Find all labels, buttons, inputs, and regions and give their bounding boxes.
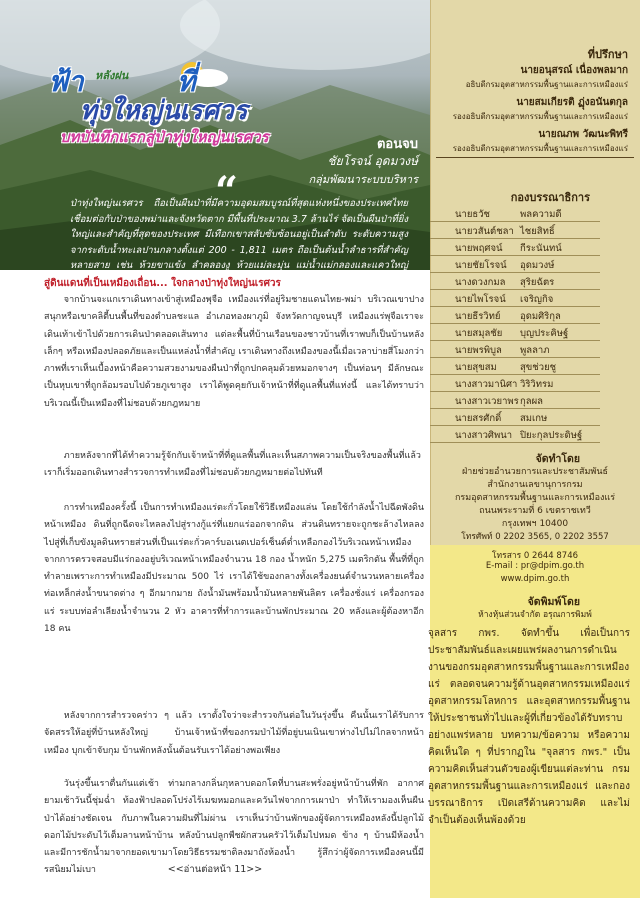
row-rule — [430, 306, 600, 307]
member-firstname: นายวสันต์ชลา — [455, 226, 514, 237]
member-firstname: นายไพโรจน์ — [455, 294, 506, 305]
publisher-heading: จัดทำโดย — [535, 453, 580, 465]
member-firstname: นายธีรวิทย์ — [455, 311, 501, 322]
row-rule — [430, 391, 600, 392]
row-rule — [430, 357, 600, 358]
intro-text: ป่าทุ่งใหญ่นเรศวร ถือเป็นผืนป่าที่มีความอุดมสมบูรณ์ที่สุดแห่งหนึ่งของประเทศไทย เชื่อมต่อกับป่าของพม่าและจังหวัดตาก มีพื้นที่ประมาณ 3.7 ล้านไร่ จัดเป็นผืนป่าที่ยิ่งใหญ่และสำคัญที่สุดของประเทศ มีเทือกเขาสลับซับซ้อนอยู่เป็นลำดับ ระดับความสูงจากระดับน้ำทะเลปานกลางตั้งแต่ 200 - 1,811 เมตร ถือเป็นต้นน้ำลำธารที่สำคัญหลายสาย เช่น ห้วยขาแข้ง ลำคลองงู ห้วยแม่ละมุ่น แม่น้ำแม่กลองและแควใหญ่ — [70, 198, 408, 270]
row-rule — [430, 221, 600, 222]
member-lastname: พลความดี — [520, 209, 562, 220]
section-title: สู่ดินแดนที่เป็นเหมืองเถื่อน... ใจกลางป่าทุ่งใหญ่นเรศวร — [44, 278, 281, 289]
row-rule — [430, 289, 600, 290]
publisher-line: กรมอุตสาหกรรมพื้นฐานและการเหมืองแร่ — [454, 493, 616, 503]
editorial-heading: กองบรรณาธิการ — [510, 191, 590, 204]
divider — [436, 157, 634, 158]
member-lastname: กุลผล — [520, 396, 543, 407]
author-name: ชัยโรจน์ อุดมวงษ์ — [327, 154, 418, 168]
advisor-name: นายสมเกียรติ ฏุ่งอนันตกุล — [516, 97, 628, 108]
advisor-title: รองอธิบดีกรมอุตสาหกรรมพื้นฐานและการเหมืองแร่ — [452, 144, 628, 153]
advisor-heading: ที่ปรึกษา — [587, 48, 628, 61]
hero-banner — [0, 0, 430, 270]
article-paragraph: หลังจากการสำรวจคร่าว ๆ แล้ว เราตั้งใจว่าจะสำรวจกันต่อในวันรุ่งขึ้น คืนนั้นเราได้รับการจัดสรรให้อยู่ที่บ้านหลังใหญ่ บ้านเจ้าหน้าที่ของกรมป่าไม้ที่อยู่บนเนินเขาห่างไปไม่ไกลจากหน้าเหมือง บุกเข้าจับกุม บ้านพักหลังนั้นต้อนรับเราได้อย่างพอเพียง — [44, 711, 424, 756]
article-paragraph: การทำเหมืองครั้งนี้ เป็นการทำเหมืองแร่ตะกั่วโดยใช้วิธีเหมืองแล่น โดยใช้กำลังน้ำไปฉีดพังดินหน้าเหมือง ดินที่ถูกฉีดจะไหลลงไปสู่รางกู้แร่ที่แยกแร่ออกจากดิน ส่วนดินทรายจะถูกชะล้างไหลลงไปสู่ที่เก็บขังมูลดินทรายส่วนที่เป็นแร่ตะกั่วคาร์บอเนตเปอร์เซ็นต์ต่ำเหลือกองไว้บริเวณหน้าเหมือง จากการตรวจสอบมีแร่กองอยู่บริเวณหน้าเหมืองจำนวน 18 กอง น้ำหนัก 5,275 เมตริกตัน พื้นที่ที่ถูกทำลายเพราะการทำเหมืองมีประมาณ 500 ไร่ เราได้ใช้ของกลางทั้งเครื่องยนต์จำนวนหลายเครื่อง ท่อเหล็กส่งน้ำขนาดต่าง ๆ อีกมากมาย ถังน้ำมันพร้อมน้ำมันหลายพันลิตร เครื่องชั่งแร่ เครื่องกรองแร่ ระบบท่อลำเลียงน้ำจำนวน 2 หัว อาคารที่ทำการและบ้านพักประมาณ 20 หลังและผู้ต้องหาอีก 18 คน — [44, 503, 424, 635]
title-word-after-rain: หลังฝน — [95, 69, 129, 82]
advisor-title: อธิบดีกรมอุตสาหกรรมพื้นฐานและการเหมืองแร่ — [465, 80, 628, 89]
author-department: กลุ่มพัฒนาระบบบริหาร — [308, 173, 418, 186]
advisor-title: รองอธิบดีกรมอุตสาหกรรมพื้นฐานและการเหมืองแร่ — [452, 112, 628, 121]
article-paragraph: จากบ้านจะแกเราเดินทางเข้าสู่เหมืองพุจือ เหมืองแร่ที่อยู่ริมชายแดนไทย-พม่า บริเวณเขาปางสนุกหรือเขาคลิตี้บนพื้นที่ของตำบลชะแล อำเภอทองผาภูมิ จังหวัดกาญจนบุรี เหมืองแร่พุจือเราจะเดินเท้าเข้าไปด้วยการเดินป่าตลอดเส้นทาง แต่ละพื้นที่บ้านเรือนของชาวบ้านที่เราพบก็เป็นบ้านหลังเล็กๆ หรือเหมืองปลอดภัยและเป็นแหล่งน้ำที่สำคัญ เราเดินทางถึงเหมืองของนี้เมื่อเวลาบ่ายสี่โมงกว่า ภาพที่เราเห็นเบื้องหน้าคือความสวยงามของผืนป่าที่ถูกปกคลุมด้วยหมอกจางๆ เป็นท่อนๆ มีลักษณะเป็นหุบเขาที่ถูกล้อมรอบไปด้วยภูเขาสูง เราได้พูดคุยกับเจ้าหน้าที่ที่ดูแลพื้นที่แห่งนี้ และได้ทราบว่าบริเวณนี้เป็นเหมืองที่ไม่ชอบด้วยกฎหมาย — [44, 295, 424, 409]
member-firstname: นายสมุลชัย — [455, 328, 503, 339]
episode-label: ตอนจบ — [376, 137, 418, 152]
row-rule — [430, 374, 600, 375]
member-firstname: นายธวัช — [455, 209, 490, 220]
member-lastname: อุดมวงษ์ — [520, 260, 555, 271]
member-lastname: เจริญกิจ — [520, 294, 554, 305]
member-firstname: นายสรศักดิ์ — [455, 413, 502, 424]
member-lastname: วิริวิทรม — [520, 379, 554, 390]
member-firstname: นางสาวเวยาพร — [455, 396, 519, 407]
member-firstname: นายพฤศจน์ — [455, 243, 503, 254]
member-lastname: ไชยสิทธิ์ — [520, 226, 555, 237]
member-firstname: นายพรพิบูล — [455, 345, 502, 356]
member-firstname: นายชัยโรจน์ — [455, 260, 507, 271]
article-subtitle: บทบันทึกแรกสู่ป่าทุ่งใหญ่นเรศวร — [60, 128, 269, 146]
close-quote-icon: ” — [215, 305, 239, 352]
open-quote-icon: “ — [215, 168, 239, 215]
row-rule — [430, 442, 600, 443]
publisher-website[interactable]: www.dpim.go.th — [500, 574, 570, 584]
member-lastname: สมเกษ — [520, 413, 548, 424]
publisher-email[interactable]: E-mail : pr@dpim.go.th — [485, 561, 585, 571]
article-paragraph: ภายหลังจากที่ได้ทำความรู้จักกับเจ้าหน้าที่ที่ดูแลพื้นที่และเห็นสภาพความเป็นจริงของพื้นที่แล้ว เราก็เริ่มออกเดินทางสำรวจการทำเหมืองที่ไม่ชอบด้วยกฎหมายต่อไปทันที — [44, 451, 421, 479]
row-rule — [430, 238, 600, 239]
member-firstname: นายสุขสม — [455, 362, 497, 373]
member-lastname: สุขช่วยชู — [520, 362, 557, 373]
member-lastname: บุญประคิษฐ์ — [520, 328, 569, 339]
member-lastname: สุริยฉัตร — [520, 277, 555, 288]
advisor-name: นายอนุสรณ์ เนื่องพลมาก — [520, 65, 628, 76]
notice-text: จุลสาร กพร. จัดทำขึ้น เพื่อเป็นการประชาสัมพันธ์และเผยแพร่ผลงานการดำเนินงานของกรมอุตสาหกรรมพื้นฐานและการเหมืองแร่ ตลอดจนความรู้ด้านอุตสาหกรรมเหมืองแร่ อุตสาหกรรมโลหการ และอุตสาหกรรมพื้นฐาน ให้ประชาชนทั่วไปและผู้ที่เกี่ยวข้องได้รับทราบอย่างแพร่หลาย บทความ/ข้อความ หรือความคิดเห็นใด ๆ ที่ปรากฏใน "จุลสาร กพร." เป็นความคิดเห็นส่วนตัวของผู้เขียนแต่ละท่าน กรมอุตสาหกรรมพื้นฐานและการเหมืองแร่ และกองบรรณาธิการ เปิดเสรีด้านความคิด และไม่จำเป็นต้องเห็นพ้องด้วย — [428, 628, 630, 826]
printer-heading: จัดพิมพ์โดย — [527, 596, 580, 608]
row-rule — [430, 323, 600, 324]
title-word-fah: ฟ้า — [48, 65, 84, 98]
row-rule — [430, 255, 600, 256]
row-rule — [430, 408, 600, 409]
publisher-line: สำนักงานเลขานุการกรม — [487, 480, 583, 490]
member-lastname: กีระนันทน์ — [520, 243, 562, 254]
printer-name: ห้างหุ้นส่วนจำกัด อรุณการพิมพ์ — [478, 610, 592, 620]
row-rule — [430, 425, 600, 426]
article-paragraph: วันรุ่งขึ้นเราตื่นกันแต่เช้า ท่ามกลางกลิ่นกุหลาบดอกโตที่บานสะพรั่งอยู่หน้าบ้านที่พัก อากาศยามเช้าวันนี้ชุ่มฉ่ำ ท้องฟ้าปลอดโปร่งไร้เมฆหมอกและควันไฟจากการเผาป่า ทำให้เรามองเห็นผืนป่าได้อย่างชัดเจน กับภาพในความฝันที่ไม่ผ่าน เราเห็นว่าบ้านพักของผู้จัดการเหมืองหลังนี้ปลูกไม้ดอกไม้ประดับไว้เต็มลานหน้าบ้าน หลังบ้านปลูกพืชผักสวนครัวไว้เต็มไปหมด ข้าง ๆ บ้านมีห้องน้ำและมีการชักน้ำมาจากยอดเขามาโดยวิธีธรรมชาติลงมาถังห้องน้ำ รู้สึกว่าผู้จัดการเหมืองคนนี้มีรสนิยมไม่เบา — [44, 779, 424, 876]
publisher-phone: โทรศัพท์ 0 2202 3565, 0 2202 3557 — [461, 532, 609, 542]
member-firstname: นางสาวมานิศา — [455, 379, 518, 390]
member-lastname: พูลลาภ — [520, 345, 550, 356]
member-firstname: นางดวงกมล — [455, 277, 506, 288]
row-rule — [430, 272, 600, 273]
publisher-line: ถนนพระรามที่ 6 เขตราชเทวี — [479, 506, 591, 516]
publisher-line: กรุงเทพฯ 10400 — [501, 519, 569, 529]
member-firstname: นางสาวศิพนา — [455, 430, 513, 441]
continue-note: <<อ่านต่อหน้า 11>> — [167, 864, 263, 875]
advisor-name: นายณภพ วัฒนะพิทรี — [538, 129, 628, 140]
member-lastname: อุดมศิริกุล — [520, 311, 561, 322]
title-word-thi: ที่ — [177, 65, 196, 98]
publisher-fax: โทรสาร 0 2644 8746 — [491, 551, 579, 561]
title-line2: ทุ่งใหญ่นเรศวร — [80, 96, 248, 126]
publisher-line: ฝ่ายช่วยอำนวยการและประชาสัมพันธ์ — [461, 467, 608, 477]
member-lastname: ปิยะกุลประดิษฐ์ — [520, 430, 583, 441]
row-rule — [430, 340, 600, 341]
